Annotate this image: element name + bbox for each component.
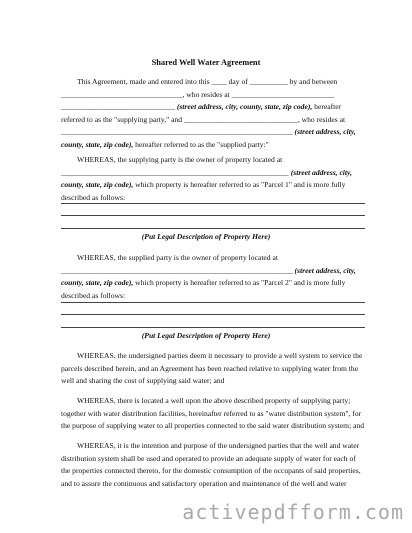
intention-line-1: WHEREAS, it is the intention and purpose of the undersigned parties that the well and water (77, 441, 360, 450)
intention-line-4: and to assure the continuous and satisfactory operation and maintenance of the well and water (61, 478, 347, 488)
intro-line-2: ________________________________, who resides at ___________________________ (61, 89, 335, 99)
water-distribution-line-1: WHEREAS, there is located a well upon the above described property of supplying party; (77, 396, 351, 405)
parcel-2-line-3: county, state, zip code), which property is hereafter referred to as "Parcel 2" and is more fully (61, 278, 346, 288)
well-system-paragraph (61, 350, 365, 388)
legal-description-label-1: (Put Legal Description of Property Here) (141, 232, 271, 241)
document-title: Shared Well Water Agreement (151, 58, 261, 67)
parcel-2-line-2: _____________________________________________________________ (street address, city, (61, 265, 356, 275)
intro-line-5: _____________________________________________________________ (street address, city, (61, 127, 356, 137)
parcel-1-line-1: WHEREAS, the supplying party is the owner of property located at (77, 155, 283, 164)
blank-line (61, 290, 365, 303)
well-system-line-1: WHEREAS, the undersigned parties deem it necessary to provide a well system to service the (77, 351, 363, 360)
parcel-2-line-4: described as follows: (61, 290, 126, 300)
intro-line-3: ______________________________ (street address, city, county, state, zip code), hereafter (61, 102, 342, 112)
parcel-1-line-4: described as follows: (61, 192, 126, 202)
water-distribution-paragraph (61, 395, 365, 433)
blank-line (61, 204, 365, 217)
well-system-line-2: parcels described herein, and an Agreement has been reached relative to supplying water from the (61, 363, 359, 373)
water-distribution-line-3: the purpose of supplying water to all properties connected to the said water distribution system; and (61, 421, 365, 431)
parcel-1-legal-blanks (61, 191, 365, 229)
parcel-2-line-1: WHEREAS, the supplied party is the owner of property located at (77, 253, 278, 262)
intro-line-6: county, state, zip code), hereafter referred to as the "supplied party:" (61, 139, 269, 149)
parcel-2-legal-blanks (61, 290, 365, 328)
watermark-text: activepdfform.com (182, 500, 404, 524)
blank-line (61, 191, 365, 204)
intro-line-4: referred to as the "supplying party," and ______________________________, who resides at (61, 114, 346, 124)
blank-line (61, 216, 365, 229)
blank-line (61, 303, 365, 316)
blank-line (61, 315, 365, 328)
legal-description-label-2: (Put Legal Description of Property Here) (141, 331, 271, 340)
intention-line-2: distribution system shall be used and operated to provide an adequate supply of water for each of (61, 453, 356, 463)
parcel-1-line-3: county, state, zip code), which property is hereafter referred to as "Parcel 1" and is more fully (61, 180, 346, 190)
water-distribution-line-2: together with water distribution facilities, hereinafter referred to as "water distribution system", for (61, 408, 362, 418)
well-system-line-3: well and sharing the cost of supplying said water; and (61, 376, 225, 386)
parcel-1-line-2: ____________________________________________________________ (street address, city, (61, 167, 353, 177)
intro-paragraph (61, 76, 365, 152)
intention-paragraph (61, 440, 365, 490)
intro-line-1: This Agreement, made and entered into this ____ day of __________ by and between (77, 77, 338, 86)
intention-line-3: the properties connected thereto, for the domestic consumption of the occupants of said properties, (61, 466, 361, 476)
